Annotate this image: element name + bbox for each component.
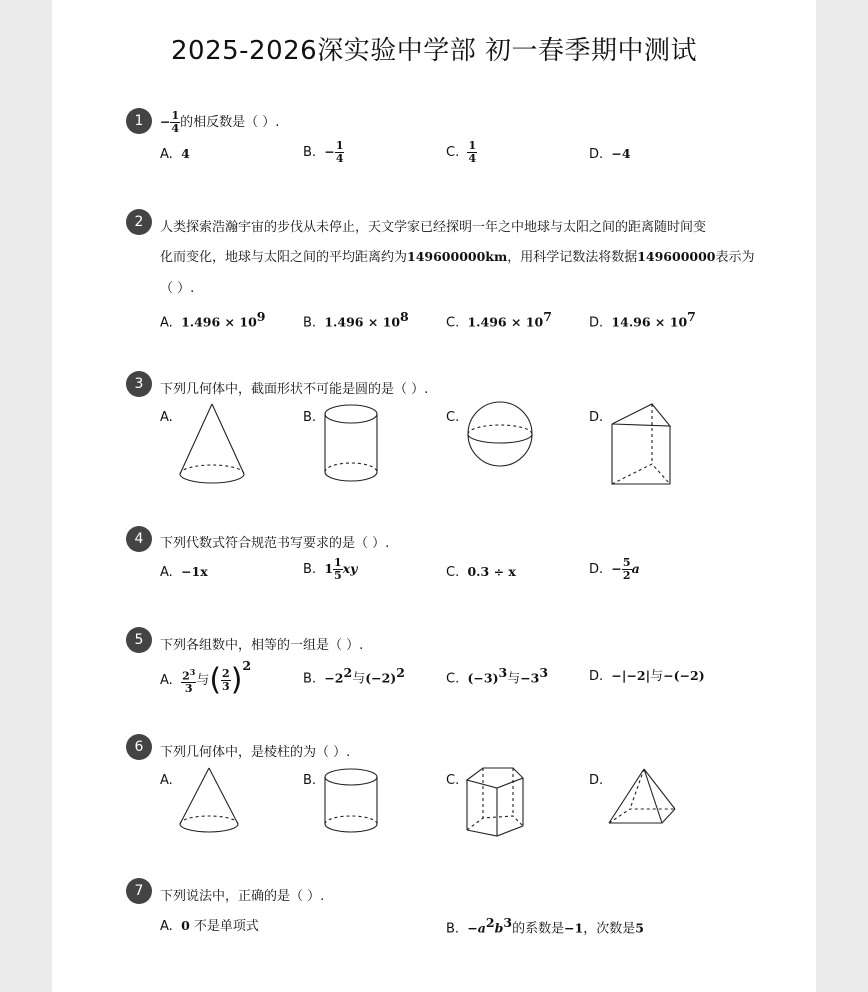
q3-option-d[interactable]: D.: [589, 410, 604, 425]
q4-option-c[interactable]: C. 0.3 ÷ x: [446, 564, 516, 580]
q5-option-d[interactable]: D. −|−2|与−(−2): [589, 668, 705, 684]
question-7-stem: 下列说法中，正确的是（ ）.: [160, 889, 325, 904]
q2-option-a[interactable]: A. $1.496 \times 10^9$: [160, 309, 266, 331]
pentagonal-prism-figure: [461, 764, 529, 840]
q6-option-c[interactable]: C.: [446, 773, 460, 788]
q3-option-b[interactable]: B.: [303, 410, 317, 425]
question-3-stem: 下列几何体中，截面形状不可能是圆的是（ ）.: [160, 382, 429, 397]
q3-option-a[interactable]: A.: [160, 410, 173, 425]
cone-figure: [176, 400, 248, 486]
q6-option-b[interactable]: B.: [303, 773, 317, 788]
q5-option-c[interactable]: C. $(-3)^3$与$-3^3$: [446, 665, 549, 687]
q1-option-c[interactable]: C. $\frac{1}{4}$: [446, 139, 477, 165]
q5-option-b[interactable]: B. $-2^2$与$(-2)^2$: [303, 665, 405, 687]
q2-option-d[interactable]: D. $14.96 \times 10^7$: [589, 309, 696, 331]
q4-option-d[interactable]: D. − $\frac{5}{2}$ a: [589, 556, 640, 582]
question-4-stem: 下列代数式符合规范书写要求的是（ ）.: [160, 536, 390, 551]
q7-option-b[interactable]: B. $-a^2b^3$的系数是−1，次数是5: [446, 915, 644, 937]
question-6-stem: 下列几何体中，是棱柱的为（ ）.: [160, 745, 351, 760]
q3-option-c[interactable]: C.: [446, 410, 460, 425]
question-2-stem-line-2: 化而变化，地球与太阳之间的平均距离约为149600000km，用科学记数法将数据149600000表示为: [160, 249, 755, 265]
q6-option-a[interactable]: A.: [160, 773, 173, 788]
question-number-1: 1: [126, 108, 152, 134]
q2-option-b[interactable]: B. $1.496 \times 10^8$: [303, 309, 409, 331]
question-number-2: 2: [126, 209, 152, 235]
q7-option-a[interactable]: A. 0 不是单项式: [160, 918, 259, 934]
question-2-stem-line-3: （ ）.: [160, 281, 195, 296]
pyramid-figure: [606, 766, 678, 828]
sphere-figure: [464, 400, 536, 470]
q5-option-a[interactable]: A. $\frac{2^3}{3}$ 与( $\frac{2}{3}$ )$^2$: [160, 658, 252, 698]
question-number-3: 3: [126, 371, 152, 397]
question-2-stem-line-1: 人类探索浩瀚宇宙的步伐从未停止，天文学家已经探明一年之中地球与太阳之间的距离随时间变: [160, 220, 707, 235]
q1-option-b[interactable]: B. − $\frac{1}{4}$: [303, 139, 344, 165]
question-number-7: 7: [126, 878, 152, 904]
q1-option-a[interactable]: A. 4: [160, 146, 190, 162]
q2-option-c[interactable]: C. $1.496 \times 10^7$: [446, 309, 552, 331]
question-number-4: 4: [126, 526, 152, 552]
question-5-stem: 下列各组数中，相等的一组是（ ）.: [160, 638, 364, 653]
q4-option-a[interactable]: A. −1x: [160, 564, 208, 580]
q4-option-b[interactable]: B. 1 $\frac{1}{5}$ xy: [303, 556, 358, 582]
question-number-5: 5: [126, 627, 152, 653]
q1-option-d[interactable]: D. −4: [589, 146, 631, 162]
stem-fraction: $\frac{1}{4}$: [171, 109, 180, 135]
q6-option-d[interactable]: D.: [589, 773, 604, 788]
triangular-prism-figure: [606, 400, 676, 490]
exam-title: 2025-2026深实验中学部 初一春季期中测试: [171, 36, 697, 66]
question-1-stem: − $\frac{1}{4}$ 的相反数是（ ）.: [160, 109, 280, 135]
question-number-6: 6: [126, 734, 152, 760]
cylinder-figure: [320, 402, 382, 486]
cone-figure: [176, 764, 242, 836]
cylinder-figure: [320, 766, 382, 836]
